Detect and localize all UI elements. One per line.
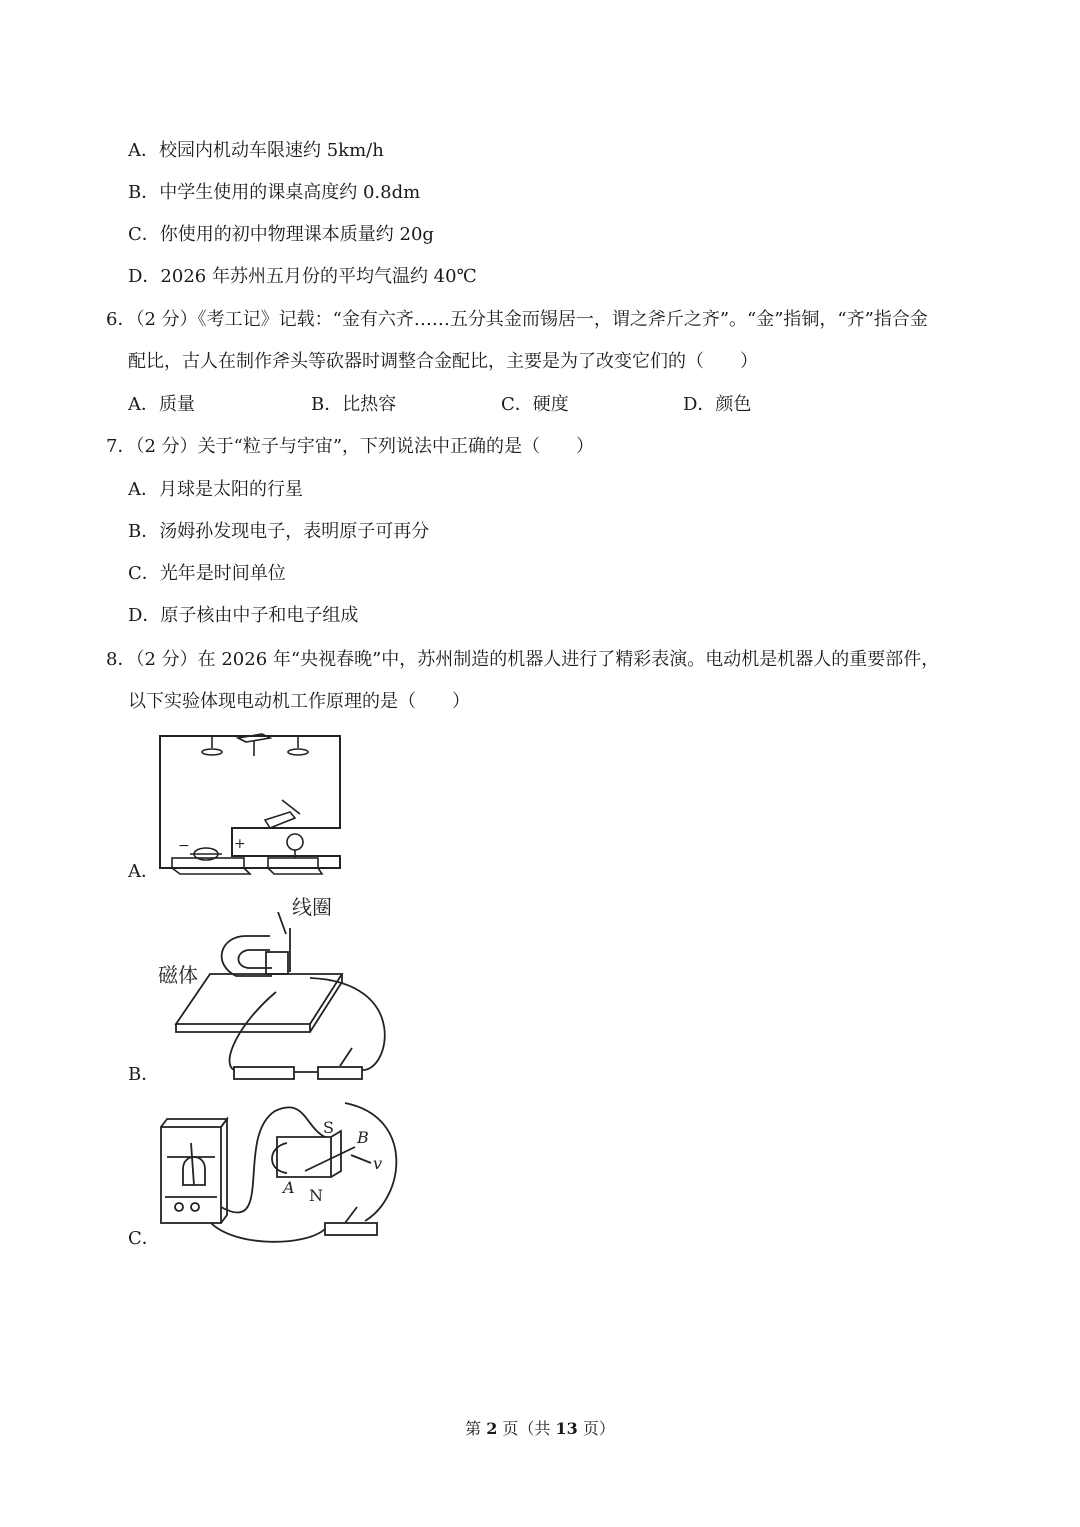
footer-page-number: 2 bbox=[486, 1419, 498, 1438]
figure-a-battery-plus: + bbox=[234, 836, 246, 852]
q7-option-b: B．汤姆孙发现电子，表明原子可再分 bbox=[128, 521, 430, 542]
q7-option-a: A．月球是太阳的行星 bbox=[128, 479, 303, 500]
q8-stem-line2: 以下实验体现电动机工作原理的是（ ） bbox=[128, 691, 470, 712]
figure-b-coil-label: 线圈 bbox=[292, 895, 332, 919]
figure-a-drawing bbox=[150, 728, 350, 878]
q5-option-c: C．你使用的初中物理课本质量约 20g bbox=[128, 224, 434, 245]
figure-c-point-b: B bbox=[357, 1128, 369, 1147]
figure-a-label: A． bbox=[128, 861, 159, 882]
q6-option-d: D．颜色 bbox=[683, 394, 752, 415]
q7-stem: 7．（2 分）关于“粒子与宇宙”，下列说法中正确的是（ ） bbox=[106, 436, 595, 457]
q5-option-a: A．校园内机动车限速约 5km/h bbox=[128, 140, 384, 161]
figure-b bbox=[150, 892, 390, 1082]
figure-b-drawing bbox=[150, 892, 390, 1082]
q5-option-d: D．2026 年苏州五月份的平均气温约 40℃ bbox=[128, 266, 477, 287]
figure-c-velocity: v bbox=[373, 1154, 383, 1173]
figure-b-magnet-label: 磁体 bbox=[158, 963, 198, 987]
q7-option-c: C．光年是时间单位 bbox=[128, 563, 286, 584]
figure-c-label: C． bbox=[128, 1228, 160, 1249]
q6-option-a: A．质量 bbox=[128, 394, 195, 415]
q5-option-b: B．中学生使用的课桌高度约 0.8dm bbox=[128, 182, 421, 203]
figure-b-label: B． bbox=[128, 1064, 160, 1085]
q8-stem-line1: 8．（2 分）在 2026 年“央视春晚”中，苏州制造的机器人进行了精彩表演。电动机是机器人的重要部件， bbox=[106, 649, 940, 670]
footer-prefix: 第 bbox=[465, 1419, 487, 1438]
figure-c-point-a: A bbox=[283, 1178, 295, 1197]
figure-c-pole-s: S bbox=[323, 1118, 334, 1137]
q6-stem-line1: 6．（2 分）《考工记》记载：“金有六齐……五分其金而锡居一，谓之斧斤之齐”。“金”指铜，“齐”指合金 bbox=[106, 309, 928, 330]
footer-middle: 页（共 bbox=[497, 1419, 556, 1438]
figure-c-pole-n: N bbox=[309, 1186, 323, 1205]
footer-suffix: 页） bbox=[577, 1419, 615, 1438]
q6-option-b: B．比热容 bbox=[311, 394, 397, 415]
figure-c-drawing bbox=[155, 1097, 415, 1247]
q6-stem-line2: 配比，古人在制作斧头等砍器时调整合金配比，主要是为了改变它们的（ ） bbox=[128, 351, 758, 372]
figure-c bbox=[155, 1097, 415, 1247]
figure-a-battery-minus: − bbox=[178, 838, 190, 854]
page-footer bbox=[0, 1416, 1080, 1439]
figure-a bbox=[150, 728, 350, 878]
q7-option-d: D．原子核由中子和电子组成 bbox=[128, 605, 359, 626]
footer-total-pages: 13 bbox=[555, 1419, 578, 1438]
q6-option-c: C．硬度 bbox=[501, 394, 569, 415]
